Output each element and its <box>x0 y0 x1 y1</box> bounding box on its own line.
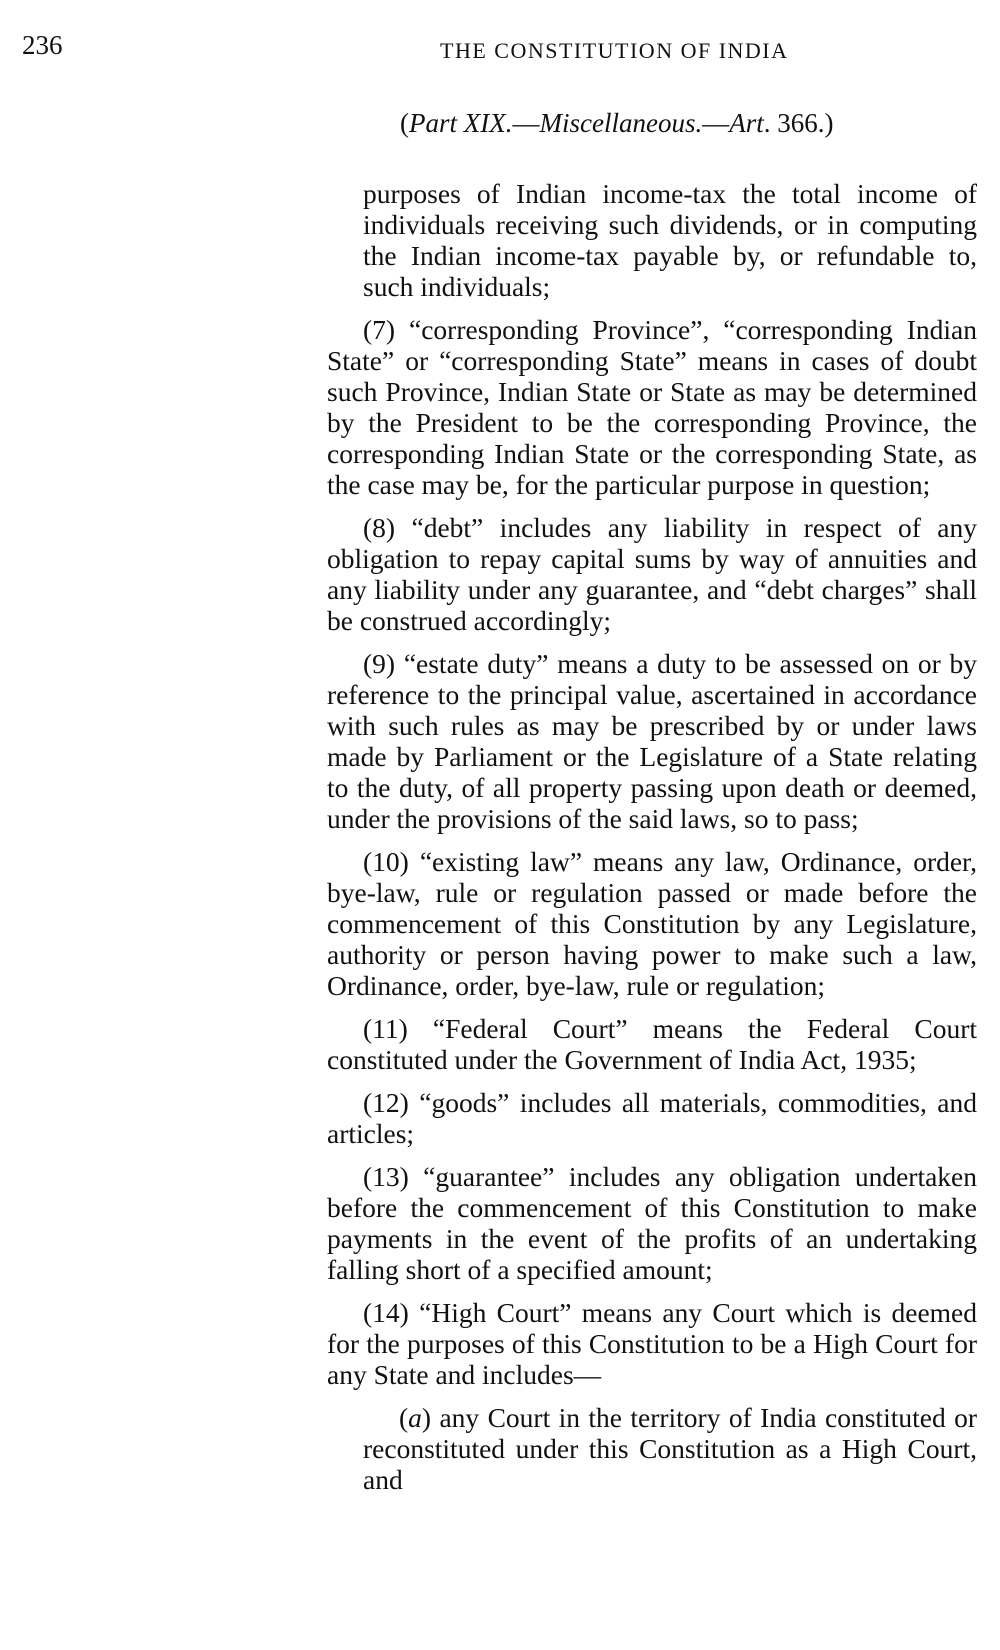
definition-goods: (12) “goods” includes all materials, commodities, and articles; <box>327 1087 977 1149</box>
sub-clause-open: ( <box>399 1402 409 1433</box>
part-heading-open: ( <box>400 108 409 138</box>
body-text <box>327 178 977 1507</box>
part-heading <box>400 108 833 139</box>
sub-clause-text: any Court in the territory of India constituted or reconstituted under this Constitution as a High Court, and <box>363 1402 977 1495</box>
part-heading-part: Part XIX. <box>409 108 513 138</box>
definition-guarantee: (13) “guarantee” includes any obligation undertaken before the commencement of this Constitution to make payments in the event of the profits of an undertaking falling short of a specified amount; <box>327 1161 977 1285</box>
part-heading-dash: — <box>512 108 540 138</box>
page-number: 236 <box>22 30 63 60</box>
sub-clause-a <box>327 1402 977 1495</box>
definition-estate-duty: (9) “estate duty” means a duty to be assessed on or by reference to the principal value, ascertained in accordance with such rules as may be prescribed by or under laws made by Parliament or the Legislature of a State relating to the duty, of all property passing upon death or deemed, under the provisions of the said laws, so to pass; <box>327 648 977 834</box>
part-heading-dash: — <box>702 108 730 138</box>
definition-high-court: (14) “High Court” means any Court which is deemed for the purposes of this Constitution to be a High Court for any State and includes— <box>327 1297 977 1390</box>
part-heading-art: Art <box>729 108 764 138</box>
sub-clause-close: ) <box>421 1402 432 1433</box>
paragraph-continuation: purposes of Indian income-tax the total income of individuals receiving such dividends, or in computing the Indian income-tax payable by, or refundable to, such individuals; <box>363 178 977 302</box>
part-heading-art-number: . 366.) <box>763 108 834 138</box>
part-heading-title: Miscellaneous. <box>539 108 703 138</box>
definition-corresponding-province: (7) “corresponding Province”, “corresponding Indian State” or “corresponding State” means in cases of doubt such Province, Indian State or State as may be determined by the President to be the corresponding Province, the corresponding Indian State or the corresponding State, as the case may be, for the particular purpose in question; <box>327 314 977 500</box>
sub-clause-letter: a <box>408 1402 422 1433</box>
definition-existing-law: (10) “existing law” means any law, Ordinance, order, bye-law, rule or regulation passed or made before the commencement of this Constitution by any Legislature, authority or person having power to make such a law, Ordinance, order, bye-law, rule or regulation; <box>327 846 977 1001</box>
definition-federal-court: (11) “Federal Court” means the Federal Court constituted under the Government of India Act, 1935; <box>327 1013 977 1075</box>
definition-debt: (8) “debt” includes any liability in respect of any obligation to repay capital sums by way of annuities and any liability under any guarantee, and “debt charges” shall be construed accordingly; <box>327 512 977 636</box>
running-title: THE CONSTITUTION OF INDIA <box>440 38 789 63</box>
